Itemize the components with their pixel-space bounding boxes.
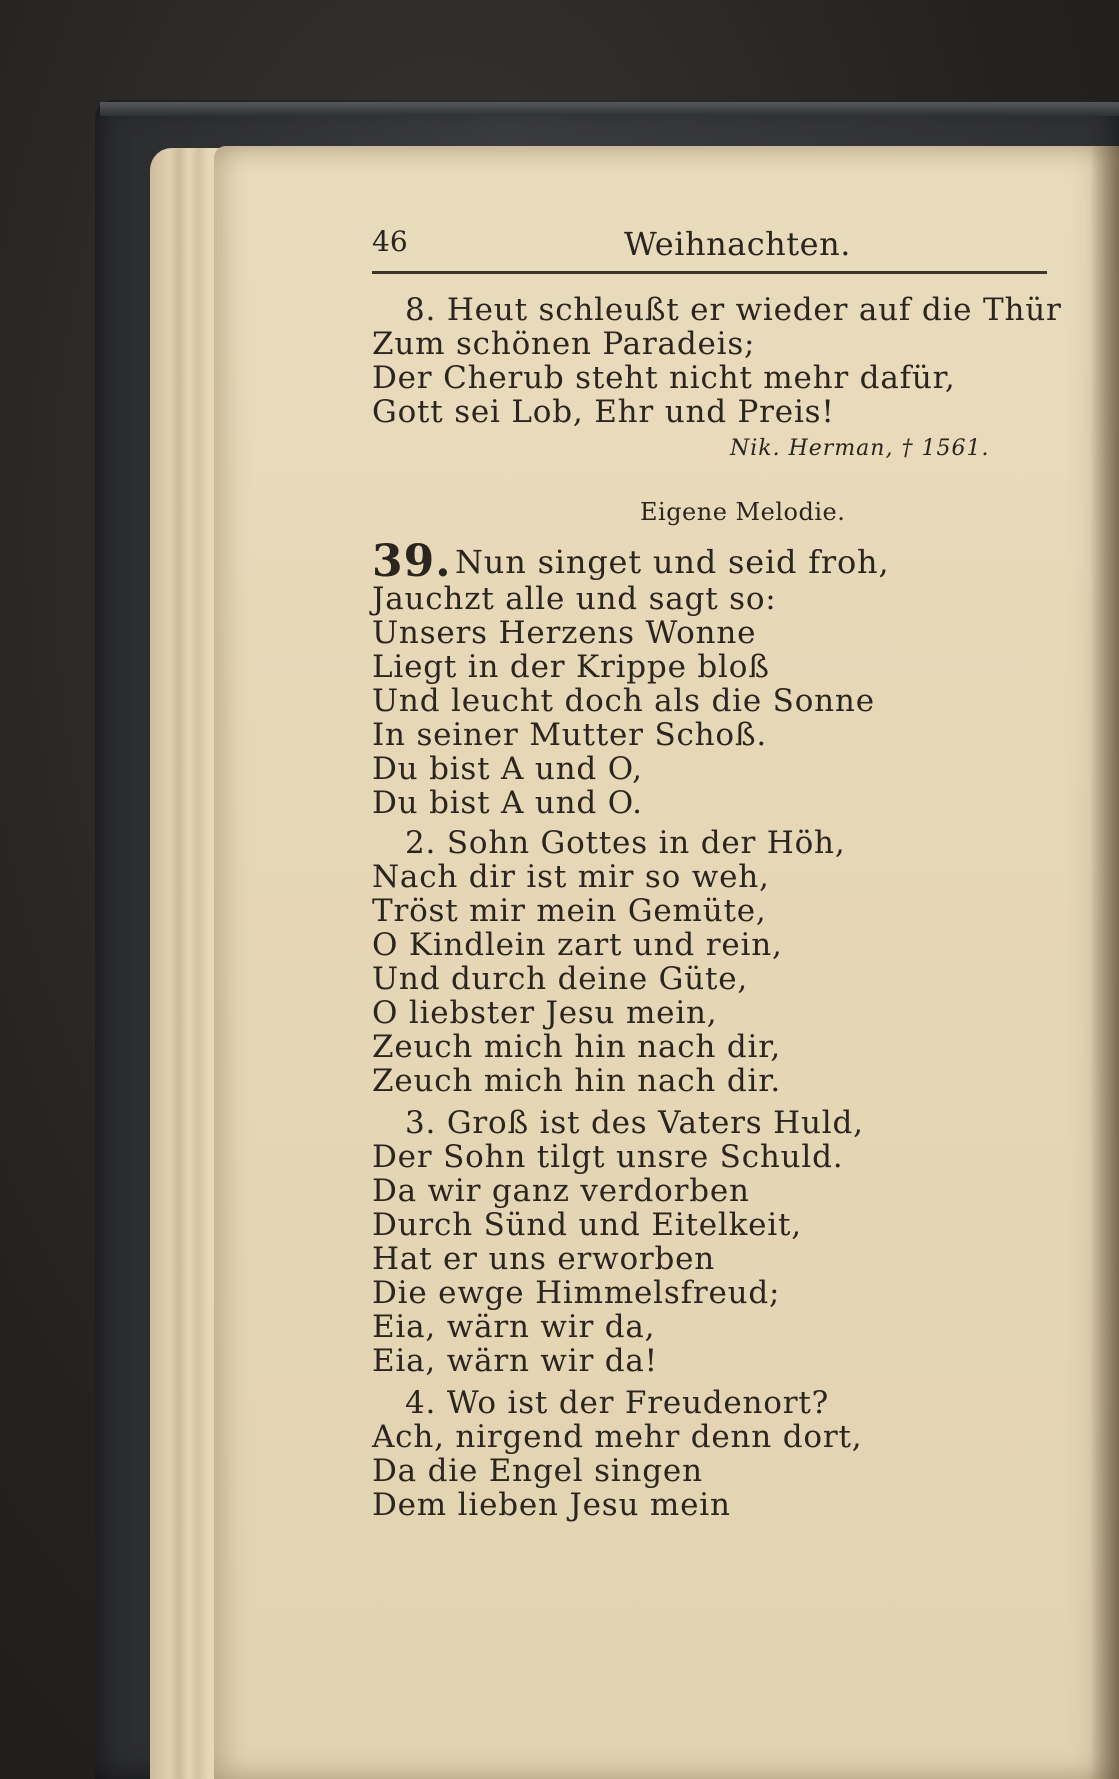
page-gutter-shadow [1090, 146, 1119, 1779]
page-header [372, 225, 1047, 265]
header-rule [372, 271, 1047, 274]
verse-line: Durch Sünd und Eitelkeit, [372, 1207, 802, 1243]
running-head: Weihnachten. [624, 225, 851, 263]
page-number: 46 [372, 225, 408, 258]
verse-line: Der Sohn tilgt unsre Schuld. [372, 1139, 844, 1175]
verse-line: Du bist A und O, [372, 751, 643, 787]
verse-line: 4. Wo ist der Freudenort? [405, 1385, 830, 1421]
melody-note: Eigene Melodie. [640, 498, 846, 526]
hymn-number: 39. [372, 536, 452, 587]
verse-line: Du bist A und O. [372, 785, 643, 821]
author-attribution: Nik. Herman, † 1561. [730, 436, 990, 461]
verse-line: Nach dir ist mir so weh, [372, 859, 770, 895]
verse-line: Hat er uns erworben [372, 1241, 716, 1277]
verse-line: Eia, wärn wir da, [372, 1309, 656, 1345]
verse-line: Die ewge Himmelsfreud; [372, 1275, 781, 1311]
verse-line: Zum schönen Paradeis; [372, 326, 756, 362]
verse-line: Und durch deine Güte, [372, 961, 749, 997]
verse-line: 2. Sohn Gottes in der Höh, [405, 825, 846, 861]
verse-line: O Kindlein zart und rein, [372, 927, 783, 963]
verse-line: Unsers Herzens Wonne [372, 615, 757, 651]
verse-line: 3. Groß ist des Vaters Huld, [405, 1105, 864, 1141]
verse-line: O liebster Jesu mein, [372, 995, 718, 1031]
book-cover-edge [100, 102, 1119, 116]
verse-line: Liegt in der Krippe bloß [372, 649, 770, 685]
verse-line: Eia, wärn wir da! [372, 1343, 658, 1379]
verse-line: Und leucht doch als die Sonne [372, 683, 875, 719]
verse-line: Dem lieben Jesu mein [372, 1487, 731, 1523]
verse-line: Tröst mir mein Gemüte, [372, 893, 767, 929]
verse-line: In seiner Mutter Schoß. [372, 717, 768, 753]
verse-line: 8. Heut schleußt er wieder auf die Thür [405, 292, 1062, 328]
verse-line: Da wir ganz verdorben [372, 1173, 750, 1209]
verse-line: Zeuch mich hin nach dir, [372, 1029, 782, 1065]
verse-line: Zeuch mich hin nach dir. [372, 1063, 782, 1099]
hymn-first-line: Nun singet und seid froh, [455, 543, 890, 581]
verse-line: Der Cherub steht nicht mehr dafür, [372, 360, 956, 396]
verse-line: Ach, nirgend mehr denn dort, [372, 1419, 863, 1455]
verse-line: Jauchzt alle und sagt so: [372, 581, 777, 617]
verse-line: Da die Engel singen [372, 1453, 703, 1489]
verse-line: Gott sei Lob, Ehr und Preis! [372, 394, 835, 430]
